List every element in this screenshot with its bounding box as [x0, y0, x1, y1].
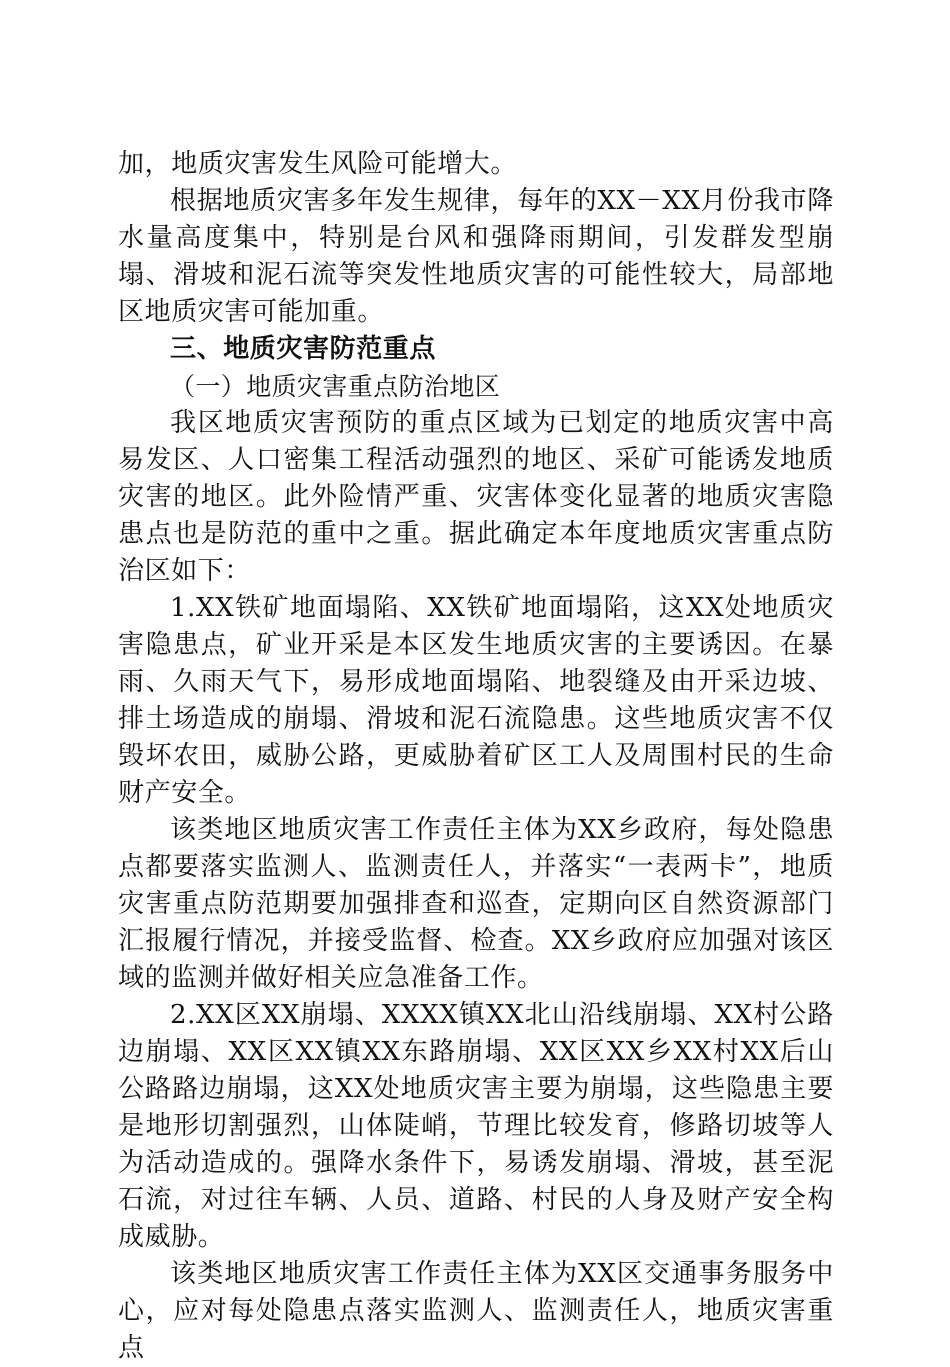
paragraph-item-1-responsibility: 该类地区地质灾害工作责任主体为XX乡政府，每处隐患点都要落实监测人、监测责任人，并落实“一表两卡”，地质灾害重点防范期要加强排查和巡查，定期向区自然资源部门汇报履行情况，并接受监督、检查。XX乡政府应加强对该区域的监测并做好相关应急准备工作。: [118, 815, 834, 993]
paragraph-item-2-responsibility: 该类地区地质灾害工作责任主体为XX区交通事务服务中心，应对每处隐患点落实监测人、监测责任人，地质灾害重点: [118, 1259, 834, 1363]
paragraph-continuation: 加，地质灾害发生风险可能增大。: [118, 149, 518, 179]
paragraph-item-1: 1.XX铁矿地面塌陷、XX铁矿地面塌陷，这XX处地质灾害隐患点，矿业开采是本区发生地质灾害的主要诱因。在暴雨、久雨天气下，易形成地面塌陷、地裂缝及由开采边坡、排土场造成的崩塌、滑坡和泥石流隐患。这些地质灾害不仅毁坏农田，威胁公路，更威胁着矿区工人及周围村民的生命财产安全。: [118, 593, 834, 808]
section-heading-3: 三、地质灾害防范重点: [170, 334, 437, 364]
paragraph-key-areas: 我区地质灾害预防的重点区域为已划定的地质灾害中高易发区、人口密集工程活动强烈的地区、采矿可能诱发地质灾害的地区。此外险情严重、灾害体变化显著的地质灾害隐患点也是防范的重中之重。据此确定本年度地质灾害重点防治区如下：: [118, 408, 834, 586]
subsection-heading-1: （一）地质灾害重点防治地区: [170, 372, 501, 401]
paragraph-item-2: 2.XX区XX崩塌、XXXX镇XX北山沿线崩塌、XX村公路边崩塌、XX区XX镇XX东路崩塌、XX区XX乡XX村XX后山公路路边崩塌，这XX处地质灾害主要为崩塌，这些隐患主要是地形切割强烈，山体陡峭，节理比较发育，修路切坡等人为活动造成的。强降水条件下，易诱发崩塌、滑坡，甚至泥石流，对过往车辆、人员、道路、村民的人身及财产安全构成威胁。: [118, 1000, 834, 1252]
document-body: [118, 146, 834, 1367]
paragraph-rainfall-pattern: 根据地质灾害多年发生规律，每年的XX－XX月份我市降水量高度集中，特别是台风和强降雨期间，引发群发型崩塌、滑坡和泥石流等突发性地质灾害的可能性较大，局部地区地质灾害可能加重。: [118, 186, 834, 327]
